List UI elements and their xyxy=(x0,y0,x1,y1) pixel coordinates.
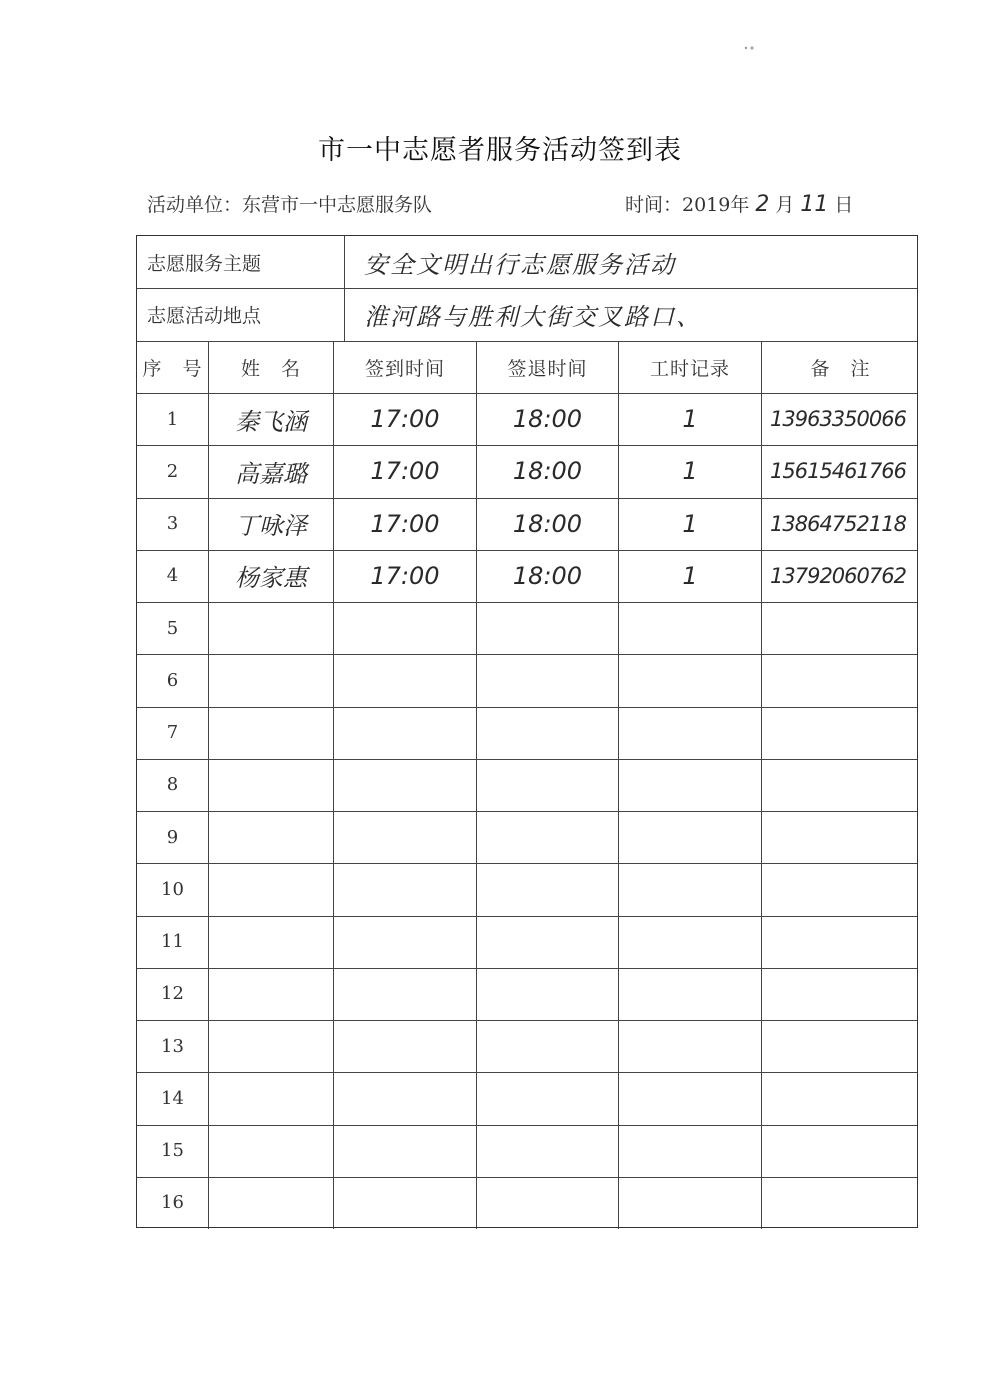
col-header-note: 备 注 xyxy=(810,357,871,380)
volunteer-name xyxy=(209,602,334,654)
scan-speck xyxy=(743,44,757,52)
row-number: 6 xyxy=(137,654,209,706)
row-number: 1 xyxy=(137,393,209,445)
remark-phone xyxy=(762,811,919,863)
remark-phone xyxy=(762,1072,919,1124)
work-hours xyxy=(619,1177,762,1229)
sign-out-time xyxy=(477,602,619,654)
table-row xyxy=(137,916,917,969)
row-number: 9 xyxy=(137,811,209,863)
table-row xyxy=(137,968,917,1021)
sign-out-time xyxy=(477,1020,619,1072)
work-hours: 1 xyxy=(619,498,762,550)
work-hours xyxy=(619,1020,762,1072)
volunteer-name xyxy=(209,1125,334,1177)
remark-phone xyxy=(762,1177,919,1229)
work-hours xyxy=(619,863,762,915)
date-label: 时间： xyxy=(625,194,683,216)
sign-in-time xyxy=(334,759,477,811)
volunteer-name xyxy=(209,759,334,811)
sign-in-time xyxy=(334,602,477,654)
remark-phone xyxy=(762,863,919,915)
remark-phone xyxy=(762,654,919,706)
volunteer-name xyxy=(209,863,334,915)
work-hours xyxy=(619,1072,762,1124)
sign-in-time xyxy=(334,863,477,915)
activity-unit-value: 东营市一中志愿服务队 xyxy=(242,194,433,216)
volunteer-name: 杨家惠 xyxy=(209,550,334,602)
sign-out-time xyxy=(477,707,619,759)
remark-phone: 13792060762 xyxy=(770,563,906,588)
remark-phone xyxy=(762,968,919,1020)
remark-phone xyxy=(762,916,919,968)
theme-label: 志愿服务主题 xyxy=(137,236,345,288)
table-row xyxy=(137,602,917,655)
sign-in-time xyxy=(334,1125,477,1177)
volunteer-name xyxy=(209,968,334,1020)
sign-in-time: 17:00 xyxy=(334,393,477,445)
sign-out-time xyxy=(477,863,619,915)
row-number: 7 xyxy=(137,707,209,759)
volunteer-name: 秦飞涵 xyxy=(209,393,334,445)
sign-out-time: 18:00 xyxy=(477,445,619,497)
volunteer-name xyxy=(209,1072,334,1124)
work-hours xyxy=(619,654,762,706)
location-label: 志愿活动地点 xyxy=(137,288,345,341)
row-number: 12 xyxy=(137,968,209,1020)
date-month-unit: 月 xyxy=(775,194,795,216)
col-header-sign-out: 签退时间 xyxy=(477,341,619,393)
col-header-hours: 工时记录 xyxy=(619,341,762,393)
sign-in-time xyxy=(334,1072,477,1124)
date-day-unit: 日 xyxy=(834,194,854,216)
volunteer-name xyxy=(209,1020,334,1072)
row-number: 16 xyxy=(137,1177,209,1229)
sign-out-time xyxy=(477,916,619,968)
volunteer-name xyxy=(209,811,334,863)
table-row xyxy=(137,863,917,916)
sign-in-time xyxy=(334,707,477,759)
table-row xyxy=(137,811,917,864)
sign-in-time: 17:00 xyxy=(334,445,477,497)
row-number: 10 xyxy=(137,863,209,915)
theme-value: 安全文明出行志愿服务活动 xyxy=(364,250,676,279)
row-number: 3 xyxy=(137,498,209,550)
volunteer-name xyxy=(209,707,334,759)
row-number: 2 xyxy=(137,445,209,497)
remark-phone xyxy=(762,1125,919,1177)
location-value: 淮河路与胜利大街交叉路口、 xyxy=(364,303,702,331)
table-row xyxy=(137,759,917,812)
work-hours xyxy=(619,759,762,811)
col-header-sign-in: 签到时间 xyxy=(334,341,477,393)
column-header-row xyxy=(137,341,917,394)
work-hours: 1 xyxy=(619,550,762,602)
sign-out-time xyxy=(477,811,619,863)
volunteer-name xyxy=(209,654,334,706)
remark-phone xyxy=(762,759,919,811)
row-number: 13 xyxy=(137,1020,209,1072)
sign-out-time xyxy=(477,968,619,1020)
row-number: 5 xyxy=(137,602,209,654)
row-number: 14 xyxy=(137,1072,209,1124)
sign-in-time: 17:00 xyxy=(334,550,477,602)
work-hours xyxy=(619,968,762,1020)
work-hours xyxy=(619,916,762,968)
col-header-no: 序 号 xyxy=(137,341,209,393)
work-hours xyxy=(619,811,762,863)
date-month: 2 xyxy=(755,192,770,217)
row-number: 11 xyxy=(137,916,209,968)
table-row xyxy=(137,393,917,446)
work-hours xyxy=(619,707,762,759)
sign-out-time xyxy=(477,654,619,706)
sign-out-time: 18:00 xyxy=(477,393,619,445)
sign-in-time xyxy=(334,654,477,706)
sign-out-time xyxy=(477,1072,619,1124)
remark-phone: 15615461766 xyxy=(770,459,906,484)
work-hours: 1 xyxy=(619,445,762,497)
activity-unit-label: 活动单位： xyxy=(147,194,243,216)
volunteer-name xyxy=(209,916,334,968)
activity-date xyxy=(625,190,853,217)
remark-phone xyxy=(762,707,919,759)
row-number: 4 xyxy=(137,550,209,602)
sign-out-time xyxy=(477,1177,619,1229)
table-row xyxy=(137,1125,917,1178)
theme-row xyxy=(137,236,917,289)
table-row xyxy=(137,498,917,551)
row-number: 8 xyxy=(137,759,209,811)
volunteer-name: 高嘉璐 xyxy=(209,445,334,497)
row-number: 15 xyxy=(137,1125,209,1177)
work-hours xyxy=(619,602,762,654)
table-row xyxy=(137,445,917,498)
activity-unit xyxy=(147,190,432,217)
table-row xyxy=(137,654,917,707)
sign-in-time: 17:00 xyxy=(334,498,477,550)
sign-out-time xyxy=(477,1125,619,1177)
sign-in-time xyxy=(334,1177,477,1229)
date-year: 2019 xyxy=(682,194,731,216)
sign-in-time xyxy=(334,916,477,968)
work-hours xyxy=(619,1125,762,1177)
sign-in-time xyxy=(334,968,477,1020)
sign-in-time xyxy=(334,1020,477,1072)
location-row xyxy=(137,288,917,342)
volunteer-name xyxy=(209,1177,334,1229)
table-row xyxy=(137,707,917,760)
col-header-name: 姓 名 xyxy=(209,341,334,393)
table-row xyxy=(137,1072,917,1125)
remark-phone: 13864752118 xyxy=(770,511,906,536)
sign-in-time xyxy=(334,811,477,863)
sign-out-time: 18:00 xyxy=(477,550,619,602)
form-title: 市一中志愿者服务活动签到表 xyxy=(318,135,682,166)
volunteer-name: 丁咏泽 xyxy=(209,498,334,550)
sign-out-time: 18:00 xyxy=(477,498,619,550)
table-row xyxy=(137,1020,917,1073)
table-row xyxy=(137,1177,917,1229)
sign-out-time xyxy=(477,759,619,811)
date-year-unit: 年 xyxy=(730,194,750,216)
date-day: 11 xyxy=(800,192,829,217)
remark-phone: 13963350066 xyxy=(770,407,906,432)
work-hours: 1 xyxy=(619,393,762,445)
remark-phone xyxy=(762,1020,919,1072)
table-row xyxy=(137,550,917,603)
remark-phone xyxy=(762,602,919,654)
sign-in-sheet xyxy=(136,235,918,1228)
